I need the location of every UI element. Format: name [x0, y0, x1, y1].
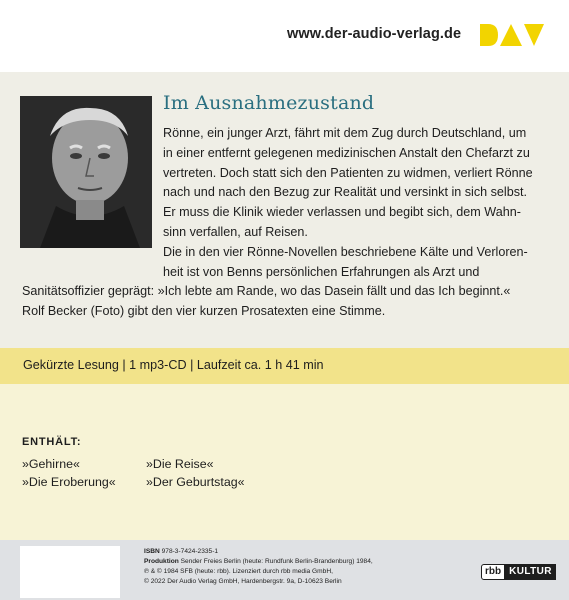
rbb-kultur-logo: [481, 564, 556, 580]
track-item: »Die Eroberung«: [22, 475, 116, 489]
isbn-number: 978-3-7424-2335-1: [161, 548, 219, 555]
description-line: Die in den vier Rönne-Novellen beschriebene Kälte und Verloren-: [163, 244, 528, 259]
description-line: vertreten. Doch statt sich den Patienten zu widmen, verliert Rönne: [163, 165, 533, 180]
description-line: nach und nach den Bezug zur Realität und versinkt in sich selbst.: [163, 185, 528, 200]
description-section: [0, 72, 569, 348]
produktion-label: Produktion: [144, 558, 179, 565]
produktion-text: Sender Freies Berlin (heute: Rundfunk Berlin-Brandenburg) 1984,: [180, 558, 373, 565]
book-title: Im Ausnahmezustand: [163, 92, 375, 114]
contents-section: [0, 384, 569, 540]
publisher-url[interactable]: www.der-audio-verlag.de: [287, 26, 462, 42]
track-item: »Gehirne«: [22, 457, 80, 471]
description-text: [22, 124, 542, 322]
format-info: Gekürzte Lesung | 1 mp3-CD | Laufzeit ca. 1 h 41 min: [23, 358, 324, 372]
dav-logo: [478, 22, 544, 48]
track-item: »Die Reise«: [146, 457, 214, 471]
description-line: in einer entfernt gelegenen medizinischen Anstalt den Chefarzt zu: [163, 145, 530, 160]
isbn-label: ISBN: [144, 548, 160, 555]
description-line: Rolf Becker (Foto) gibt den vier kurzen Prosatexten eine Stimme.: [22, 304, 386, 319]
description-line: Sanitätsoffizier geprägt: »Ich lebte am Rande, wo das Dasein fällt und das Ich beginnt.«: [22, 284, 511, 299]
isbn-line: [144, 547, 373, 557]
description-line: heit ist von Benns persönlichen Erfahrungen als Arzt und: [163, 264, 480, 279]
contents-heading: ENTHÄLT:: [22, 436, 82, 448]
description-line: Rönne, ein junger Arzt, fährt mit dem Zug durch Deutschland, um: [163, 126, 527, 140]
track-item: »Der Geburtstag«: [146, 475, 245, 489]
footer: [0, 540, 569, 600]
description-line: Er muss die Klinik wieder verlassen und begibt sich, dem Wahn-: [163, 205, 521, 220]
description-line: sinn verfallen, auf Reisen.: [163, 224, 308, 239]
rbb-logo-right: KULTUR: [505, 564, 556, 580]
credit-line: © 2022 Der Audio Verlag GmbH, Hardenbergstr. 9a, D-10623 Berlin: [144, 578, 342, 585]
barcode-area: [20, 546, 120, 598]
header: [0, 0, 569, 72]
credit-line: ℗ & © 1984 SFB (heute: rbb). Lizenziert durch rbb media GmbH,: [144, 568, 333, 575]
produktion-line: [144, 557, 373, 567]
rbb-logo-left: rbb: [481, 564, 505, 580]
format-band: [0, 348, 569, 384]
credits: [144, 547, 373, 587]
